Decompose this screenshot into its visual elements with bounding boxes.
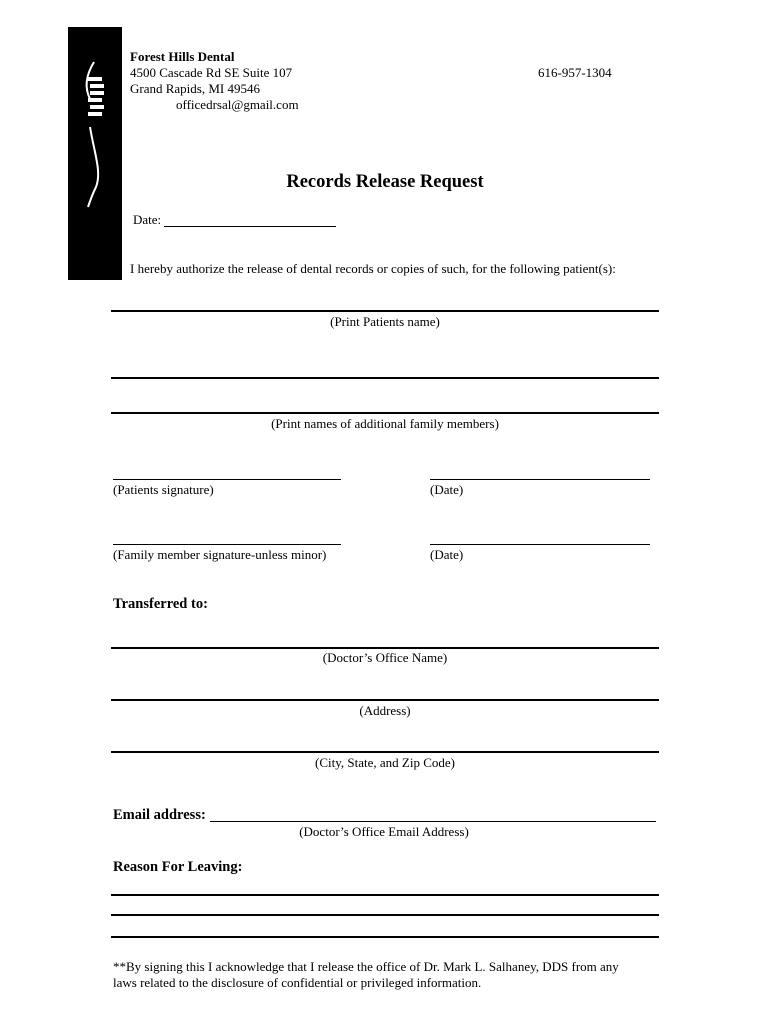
family-members-caption: (Print names of additional family members) (271, 416, 499, 431)
patient-name-field[interactable] (111, 310, 659, 312)
reason-line-2[interactable] (111, 914, 659, 916)
family-signature-date-caption: (Date) (430, 547, 464, 562)
reason-line-3[interactable] (111, 936, 659, 938)
patient-name-caption: (Print Patients name) (330, 314, 440, 329)
doctor-office-caption: (Doctor’s Office Name) (322, 650, 448, 665)
reason-label: Reason For Leaving: (113, 859, 243, 875)
patient-signature-caption: (Patients signature) (113, 482, 214, 497)
transferred-to-label: Transferred to: (113, 596, 208, 612)
doctor-office-field[interactable] (111, 647, 659, 649)
practice-name: Forest Hills Dental (130, 49, 235, 64)
email-label: Email address: (113, 807, 206, 823)
date-field[interactable] (164, 226, 336, 227)
family-members-field[interactable] (111, 412, 659, 414)
address-line-2: Grand Rapids, MI 49546 (130, 81, 260, 96)
date-label: Date: (133, 212, 162, 227)
practice-email: officedrsal@gmail.com (176, 97, 299, 112)
disclaimer-line-1: **By signing this I acknowledge that I release the office of Dr. Mark L. Salhaney, DDS from any (113, 959, 619, 974)
reason-line-1[interactable] (111, 894, 659, 896)
page-title: Records Release Request (286, 172, 484, 192)
family-signature-date-field[interactable] (430, 544, 650, 545)
city-state-zip-caption: (City, State, and Zip Code) (315, 755, 455, 770)
city-state-zip-field[interactable] (111, 751, 659, 753)
patient-signature-date-field[interactable] (430, 479, 650, 480)
family-signature-caption: (Family member signature-unless minor) (113, 547, 327, 562)
disclaimer-line-2: laws related to the disclosure of confidential or privileged information. (113, 975, 482, 990)
practice-phone: 616-957-1304 (538, 65, 612, 80)
patient-signature-field[interactable] (113, 479, 341, 480)
address-field[interactable] (111, 699, 659, 701)
patient-name-extra-line[interactable] (111, 377, 659, 379)
address-caption: (Address) (359, 703, 411, 718)
authorization-text: I hereby authorize the release of dental records or copies of such, for the following patient(s): (130, 261, 616, 276)
logo-bar (68, 27, 122, 280)
address-line-1: 4500 Cascade Rd SE Suite 107 (130, 65, 293, 80)
patient-signature-date-caption: (Date) (430, 482, 464, 497)
tooth-logo-icon (68, 27, 122, 280)
email-field[interactable] (210, 821, 656, 822)
family-signature-field[interactable] (113, 544, 341, 545)
email-caption: (Doctor’s Office Email Address) (299, 824, 469, 839)
